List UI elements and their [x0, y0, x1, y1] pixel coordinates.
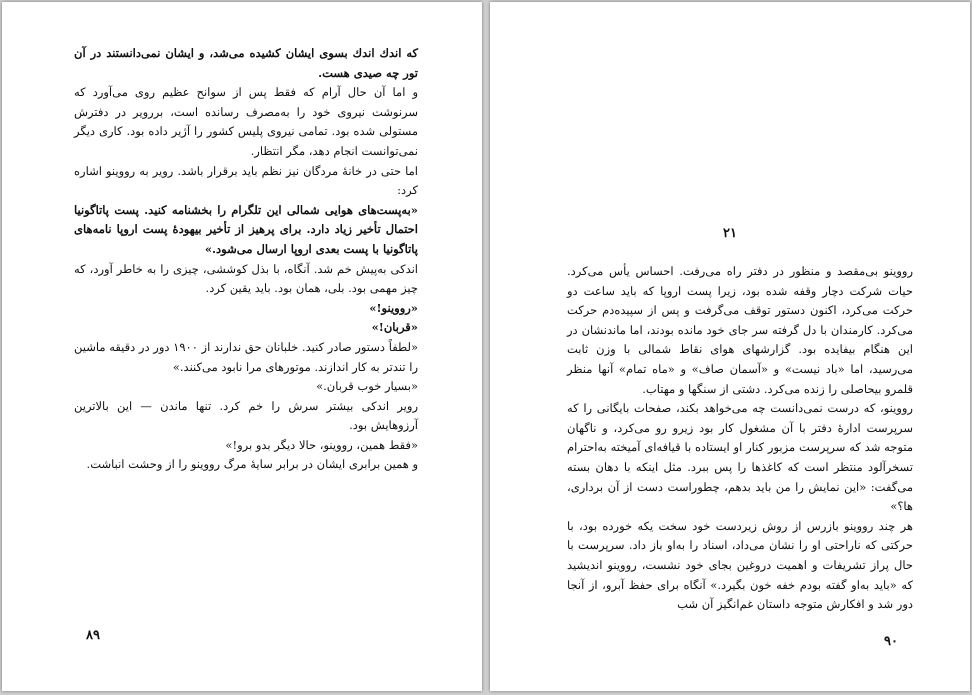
paragraph: «قربان!»: [371, 320, 418, 335]
paragraph: و همین برابری ایشان در برابر سایهٔ مرگ رووینو را از وحشت انباشت.: [86, 457, 418, 472]
page-number-right: ۹۰: [884, 634, 898, 649]
right-page: [490, 2, 970, 691]
paragraph: «به‌پست‌های هوایی شمالی این تلگرام را بخشنامه کنید. پست پاتاگونیا احتمال تأخیر زیاد دارد. برای پرهیز از تأخیر بیهودهٔ پست اروپا نامه‌های پاتاگونیا با پست بعدی اروپا ارسال می‌شود.»: [74, 202, 418, 256]
left-page-text: [74, 44, 418, 475]
paragraph: رووینو، که درست نمی‌دانست چه می‌خواهد بکند، صفحات بایگانی را که سرپرست ادارهٔ دفتر با آن مشغول کار بود زیرو رو می‌کرد، و ناگهان متوجه شد که سرپرست مزبور کنار او ایستاده با قیافه‌ای آمیخته به‌احترام تسخرآلود منتظر است که کاغذها را پس ببرد. مثل اینکه با دهان بسته می‌گفت: «این نمایش را من باید بدهم، چطوراست دست از آن برداری، ها؟»: [567, 401, 913, 514]
paragraph: هر چند رووینو بازرس از روش زیردست خود سخت یکه خورده بود، با حرکتی که ناراحتی او را نشان می‌داد، اسناد را به‌او باز داد. سرپرست با حال پراز تشریفات و اهمیت دروغین بجای خود نشست، رووینو اندیشید که «باید به‌او گفته بودم خفه خون بگیرد.» آنگاه برای حفظ آبرو، از آنجا دور شد و افکارش متوجه داستان غم‌انگیز آن شب: [567, 518, 913, 612]
left-page: [2, 2, 482, 691]
right-page-text: [567, 262, 913, 615]
page-number-left: ۸۹: [86, 628, 100, 643]
paragraph: «رووینو!»: [369, 300, 418, 315]
chapter-number: ۲۱: [723, 226, 737, 241]
paragraph: که اندك اندك بسوی ایشان کشیده می‌شد، و ایشان نمی‌دانستند در آن تور چه صیدی هست.: [74, 46, 418, 80]
paragraph: اما حتی در خانهٔ مردگان نیز نظم باید برقرار باشد. رویر به رووینو اشاره کرد:: [74, 163, 418, 198]
paragraph: «فقط همین، رووینو، حالا دیگر بدو برو!»: [225, 437, 418, 452]
paragraph: اندکی به‌پیش خم شد. آنگاه، با بذل کوششی، چیزی را به خاطر آورد، که چیز مهمی بود. بلی، همان بود. باید یقین کرد.: [74, 261, 418, 296]
paragraph: رویر اندکی بیشتر سرش را خم کرد. تنها ماندن — این بالاترین آرزوهایش بود.: [74, 398, 418, 433]
paragraph: «لطفاً دستور صادر کنید. خلبانان حق ندارند از ۱۹۰۰ دور در دقیقه ماشین را تندتر به کار اندازند. موتورهای مرا نابود می‌کنند.»: [74, 339, 418, 374]
paragraph: و اما آن حال آرام که فقط پس از سوانح عظیم روی می‌آورد که سرنوشت نیروی خود را به‌مصرف رسانده است، بررویر در دفترش مستولی شده بود. تمامی نیروی پلیس کشور را آژیر داده بود. کاری دیگر نمی‌توانست انجام دهد، مگر انتظار.: [74, 85, 418, 158]
paragraph: رووینو بی‌مقصد و منظور در دفتر راه می‌رفت. احساس یأس می‌کرد. حیات شرکت دچار وقفه شده بود، زیرا پست اروپا که باید ساعت دو حرکت می‌کرد، اکنون دستور توقف می‌گرفت و پس از سپیده‌دم حرکت می‌کرد. کارمندان با دل گرفته سر جای خود مانده بودند، اما ماندنشان در این هنگام بیفایده بود. گزارشهای هوای نقاط شمالی با وزن ثابت می‌رسید، اما «باد نیست» و «آسمان صاف» و «ماه تمام» آنها منظر قلمرو بیحاصلی را زنده می‌کرد. دشتی از سنگها و مهتاب.: [567, 264, 913, 396]
paragraph: «بسیار خوب قربان.»: [316, 379, 418, 394]
